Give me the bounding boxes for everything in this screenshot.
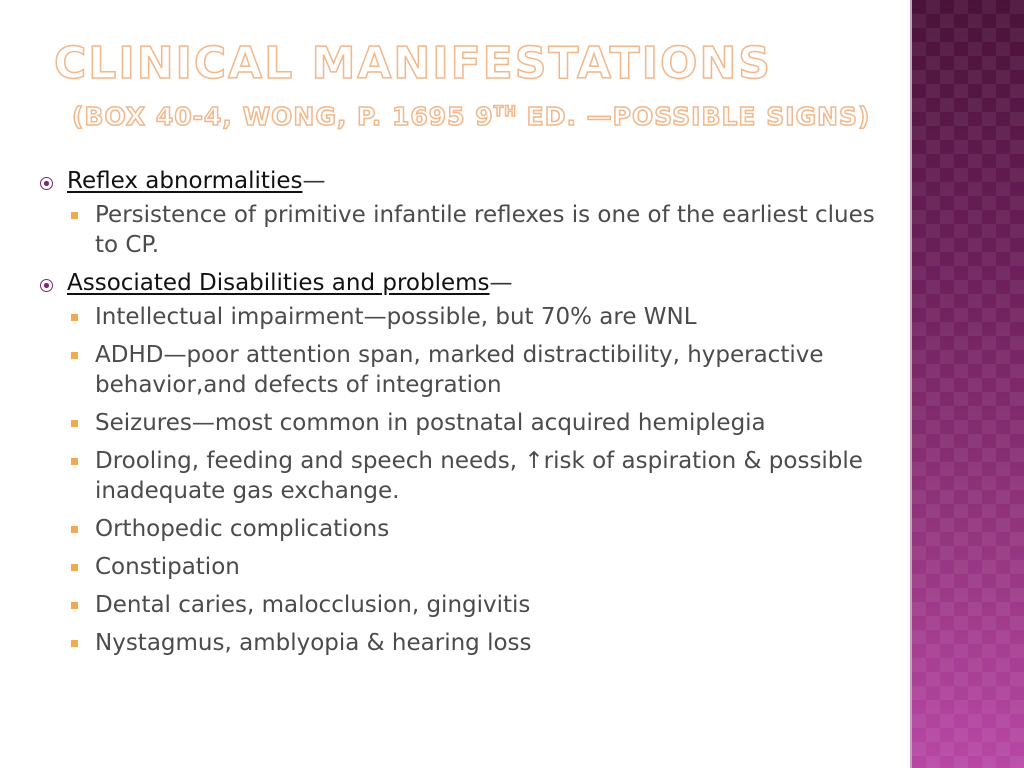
sub-list xyxy=(67,200,878,260)
list-item-text: Orthopedic complications xyxy=(95,516,390,542)
list-item xyxy=(67,552,878,582)
square-bullet-icon xyxy=(71,564,78,571)
list-item-text: Drooling, feeding and speech needs, ↑risk of aspiration & possible inadequate gas exchange. xyxy=(95,448,863,504)
list-item-text: Nystagmus, amblyopia & hearing loss xyxy=(95,630,532,656)
square-bullet-icon xyxy=(71,212,78,219)
list-item xyxy=(67,408,878,438)
subtitle-prefix: (BOX 40-4, WONG, P. 1695 9 xyxy=(72,102,494,131)
heading-text: Reflex abnormalities xyxy=(67,168,303,194)
bullet-list xyxy=(38,166,878,658)
list-item-text: Seizures—most common in postnatal acquired hemiplegia xyxy=(95,410,766,436)
square-bullet-icon xyxy=(71,352,78,359)
sub-list xyxy=(67,302,878,658)
square-bullet-icon xyxy=(71,420,78,427)
list-item-text: Constipation xyxy=(95,554,240,580)
list-item xyxy=(67,200,878,260)
circle-bullet-icon xyxy=(40,279,53,292)
list-item xyxy=(67,590,878,620)
heading-text: Associated Disabilities and problems xyxy=(67,270,490,296)
list-item-text: Dental caries, malocclusion, gingivitis xyxy=(95,592,531,618)
square-bullet-icon xyxy=(71,526,78,533)
square-bullet-icon xyxy=(71,314,78,321)
square-bullet-icon xyxy=(71,458,78,465)
section-heading xyxy=(67,166,878,196)
section-reflex-abnormalities xyxy=(38,166,878,260)
title-subtitle xyxy=(72,104,894,129)
list-item xyxy=(67,514,878,544)
section-heading xyxy=(67,268,878,298)
slide-title xyxy=(54,38,894,131)
list-item xyxy=(67,628,878,658)
list-item xyxy=(67,446,878,506)
section-associated-disabilities xyxy=(38,268,878,658)
heading-dash: — xyxy=(489,270,513,296)
title-main: CLINICAL MANIFESTATIONS xyxy=(54,38,772,89)
decorative-side-band xyxy=(912,0,1024,768)
subtitle-superscript: TH xyxy=(493,104,517,120)
list-item xyxy=(67,302,878,332)
slide-body xyxy=(38,166,878,666)
list-item-text: Intellectual impairment—possible, but 70% are WNL xyxy=(95,304,697,330)
subtitle-suffix: ED. —POSSIBLE SIGNS) xyxy=(516,102,871,131)
list-item-text: ADHD—poor attention span, marked distractibility, hyperactive behavior,and defects of integration xyxy=(95,342,824,398)
circle-bullet-icon xyxy=(40,177,53,190)
list-item xyxy=(67,340,878,400)
square-bullet-icon xyxy=(71,640,78,647)
heading-dash: — xyxy=(302,168,326,194)
square-bullet-icon xyxy=(71,602,78,609)
list-item-text: Persistence of primitive infantile reflexes is one of the earliest clues to CP. xyxy=(95,202,875,258)
